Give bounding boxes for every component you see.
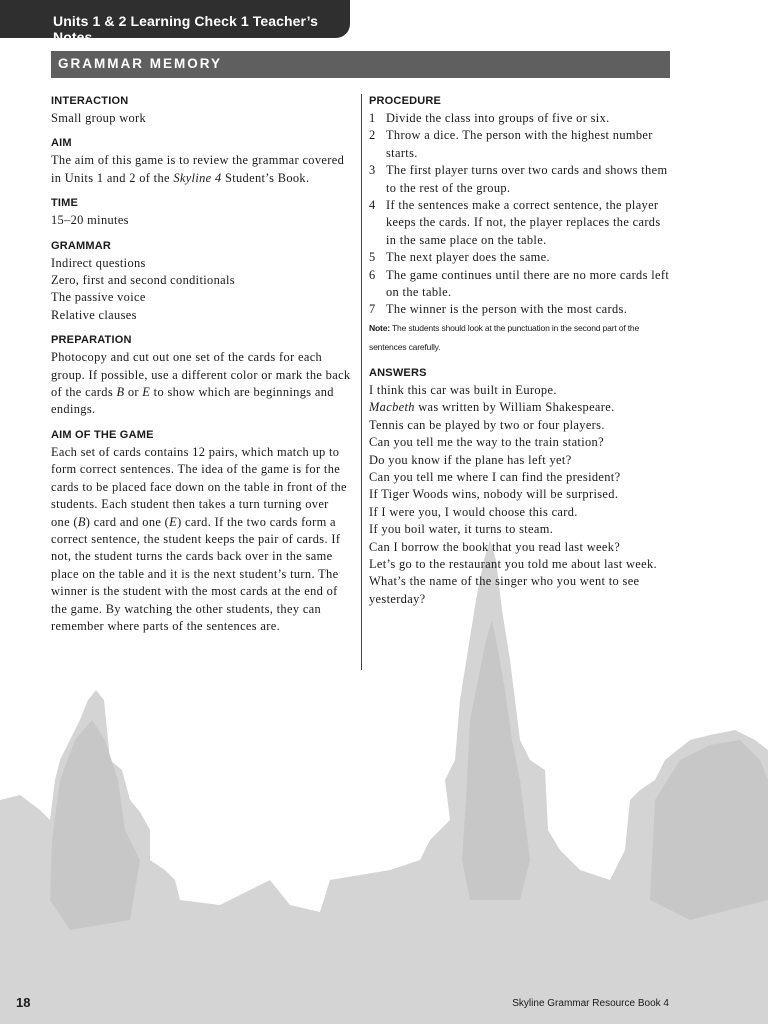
section-title-bar <box>51 51 670 78</box>
grammar-heading: GRAMMAR <box>51 239 112 252</box>
answer-line: Let’s go to the restaurant you told me about last week. <box>369 556 657 571</box>
answer-line: Tennis can be played by two or four players. <box>369 417 605 432</box>
page-title: GRAMMAR MEMORY <box>58 56 222 71</box>
grammar-item: Relative clauses <box>51 307 137 322</box>
grammar-item: Zero, first and second conditionals <box>51 273 235 288</box>
aim-of-game-text: Each set of cards contains 12 pairs, which match up to form correct sentences. The idea of the game is for the cards to be placed face down on the table in front of the students. Each student then takes a turn turning over one (B) card and one (E) card. If the two cards form a correct sentence, the student keeps the pair of cards. If not, the student turns the cards back over in the same place on the table and it is the next student’s turn. The winner is the student with the most cards at the end of the game. By watching the other students, they can remember where parts of the sentences are. <box>51 444 347 633</box>
grammar-item: Indirect questions <box>51 255 146 270</box>
interaction-text: Small group work <box>51 111 147 125</box>
book-title-italic: Skyline 4 <box>173 170 222 185</box>
interaction-heading: INTERACTION <box>51 95 129 107</box>
header-tab-label: Units 1 & 2 Learning Check 1 Teacher’s Notes <box>53 13 318 45</box>
procedure-list <box>369 110 674 319</box>
right-column <box>369 94 674 608</box>
aim-of-game-heading: AIM OF THE GAME <box>51 428 154 441</box>
procedure-note: Note: The students should look at the punctuation in the second part of the sentences carefully. <box>369 322 640 352</box>
aim-heading: AIM <box>51 137 72 150</box>
answer-line: If you boil water, it turns to steam. <box>369 522 554 537</box>
time-heading: TIME <box>51 197 79 210</box>
procedure-step: 2 Throw a dice. The person with the highest number starts. <box>369 128 653 160</box>
answer-line: Can you tell me the way to the train station? <box>369 435 604 450</box>
answer-line: I think this car was built in Europe. <box>369 382 557 397</box>
answer-line: If I were you, I would choose this card. <box>369 504 578 519</box>
procedure-step: 6 The game continues until there are no more cards left on the table. <box>369 267 670 300</box>
header-tab <box>0 0 350 45</box>
answers-heading: ANSWERS <box>369 366 427 379</box>
procedure-step: 5 The next player does the same. <box>369 250 550 265</box>
column-divider <box>361 94 362 670</box>
aim-text: The aim of this game is to review the grammar covered in Units 1 and 2 of the Skyline 4 Student’s Book. <box>51 153 345 185</box>
procedure-step: 1 Divide the class into groups of five or six. <box>369 111 610 125</box>
answer-line: Do you know if the plane has left yet? <box>369 452 572 467</box>
grammar-item: The passive voice <box>51 290 146 305</box>
preparation-text: Photocopy and cut out one set of the cards for each group. If possible, use a different color or mark the back of the cards B or E to show which are beginnings and endings. <box>51 350 351 417</box>
procedure-step: 7 The winner is the person with the most cards. <box>369 302 628 317</box>
answer-line: What’s the name of the singer who you went to see yesterday? <box>369 574 640 606</box>
answer-line: If Tiger Woods wins, nobody will be surprised. <box>369 487 619 502</box>
procedure-heading: PROCEDURE <box>369 95 442 107</box>
answer-line: Macbeth was written by William Shakespeare. <box>369 400 615 415</box>
preparation-heading: PREPARATION <box>51 334 132 347</box>
left-column <box>51 94 351 635</box>
procedure-step: 4 If the sentences make a correct sentence, the player keeps the cards. If not, the player replaces the cards in the same place on the table. <box>369 198 661 247</box>
page-number: 18 <box>16 995 31 1010</box>
answer-line: Can you tell me where I can find the president? <box>369 469 621 484</box>
footer-book-title: Skyline Grammar Resource Book 4 <box>512 998 669 1009</box>
answer-line: Can I borrow the book that you read last week? <box>369 539 621 554</box>
time-text: 15–20 minutes <box>51 213 129 228</box>
procedure-step: 3 The first player turns over two cards and shows them to the rest of the group. <box>369 163 668 195</box>
